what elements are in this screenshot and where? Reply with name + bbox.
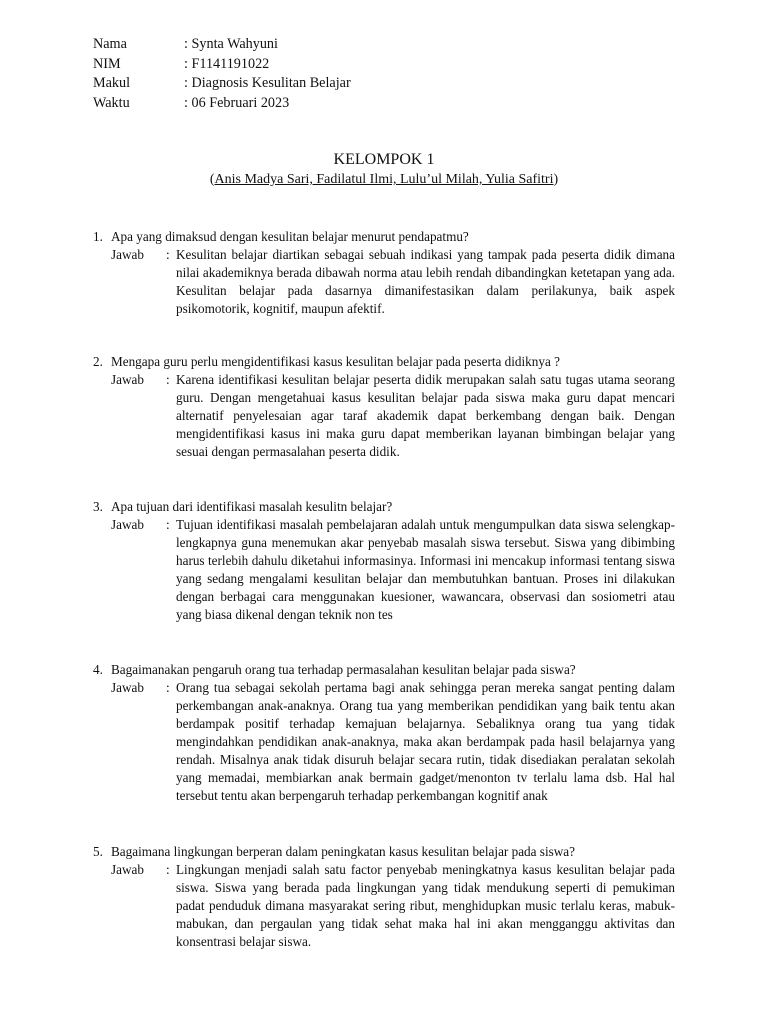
info-row-waktu [93, 94, 351, 114]
info-value: : F1141191022 [184, 55, 270, 72]
info-row-nim [93, 55, 351, 75]
answer [93, 516, 675, 624]
info-row-nama [93, 35, 351, 55]
answer-label: Jawab [111, 680, 144, 695]
info-value: : Diagnosis Kesulitan Belajar [184, 75, 351, 91]
answer-label: Jawab [111, 517, 144, 532]
info-label: Waktu [93, 94, 130, 111]
question-number: 5. [93, 844, 103, 859]
answer [93, 246, 675, 318]
answer-text: Lingkungan menjadi salah satu factor penyebab meningkatnya kasus kesulitan belajar pada siswa. Siswa yang berada pada lingkungan yang tidak mendukung seperti di pemukiman padat penduduk dimana masyarakat sering ribut, menghidupkan music terlalu keras, mabuk-mabukan, dan pergaulan yang tidak sehat maka hal ini akan mengganggu aktivitas dan konsentrasi belajar siswa. [176, 862, 675, 949]
question [93, 843, 675, 861]
info-row-makul [93, 74, 351, 94]
student-info-header [93, 35, 351, 113]
answer-colon: : [166, 517, 170, 532]
question [93, 498, 675, 516]
answer [93, 679, 675, 805]
qa-item-3 [93, 498, 675, 624]
question-number: 2. [93, 354, 103, 369]
question [93, 228, 675, 246]
question-text: Bagaimanakan pengaruh orang tua terhadap permasalahan kesulitan belajar pada siswa? [111, 662, 576, 677]
info-label: Makul [93, 75, 131, 91]
question-text: Apa yang dimaksud dengan kesulitan belajar menurut pendapatmu? [111, 229, 469, 244]
qa-item-1 [93, 228, 675, 318]
question-number: 1. [93, 229, 103, 244]
answer [93, 371, 675, 461]
info-value: : Synta Wahyuni [184, 36, 278, 52]
qa-item-4 [93, 661, 675, 805]
answer-label: Jawab [111, 372, 144, 387]
question-number: 4. [93, 662, 103, 677]
answer-text: Karena identifikasi kesulitan belajar peserta didik merupakan salah satu tugas utama seorang guru. Dengan mengetahuai kasus kesulitan belajar pada siswa maka guru dapat mencari alternatif penyelesaian agar taraf akademik dapat berkembang dengan baik. Dengan mengidentifikasi kasus ini maka guru dapat memberikan layanan bimbingan belajar yang sesuai dengan permasalahan peserta didik. [176, 372, 675, 459]
question [93, 661, 675, 679]
info-label: Nama [93, 36, 127, 52]
members-open-paren: ( [209, 172, 215, 187]
answer-colon: : [166, 372, 170, 387]
members-names: Anis Madya Sari, Fadilatul Ilmi, Lulu’ul Milah, Yulia Safitri [214, 172, 554, 187]
info-value: : 06 Februari 2023 [184, 94, 290, 111]
question-text: Mengapa guru perlu mengidentifikasi kasus kesulitan belajar pada peserta didiknya ? [111, 354, 560, 369]
question-number: 3. [93, 499, 103, 514]
question-text: Apa tujuan dari identifikasi masalah kesulitn belajar? [111, 499, 393, 514]
answer-colon: : [166, 862, 170, 877]
page-title: KELOMPOK 1 [333, 151, 435, 168]
answer-text: Tujuan identifikasi masalah pembelajaran adalah untuk mengumpulkan data siswa selengkap-lengkapnya guna menemukan akar penyebab masalah siswa tersebut. Siswa yang dibimbing harus terlebih dahulu diketahui informasinya. Informasi ini mencakup informasi tentang siswa yang sedang mengalami kesulitan belajar dan membutuhkan bantuan. Proses ini dilakukan dengan berbagai cara menggunakan kuesioner, wawancara, observasi dan sosiometri atau yang biasa dikenal dengan teknik non tes [176, 517, 675, 622]
answer-colon: : [166, 247, 170, 262]
answer [93, 861, 675, 951]
question-text: Bagaimana lingkungan berperan dalam peningkatan kasus kesulitan belajar pada siswa? [111, 844, 575, 859]
answer-label: Jawab [111, 862, 144, 877]
group-members [0, 171, 768, 189]
info-label: NIM [93, 55, 121, 72]
members-close-paren: ) [553, 172, 559, 187]
answer-text: Kesulitan belajar diartikan sebagai sebuah indikasi yang tampak pada peserta didik dimana nilai akademiknya berada dibawah norma atau lebih rendah dibandingkan ketetapan yang ada. Kesulitan belajar pada dasarnya dimanifestasikan dalam perilakunya, baik aspek psikomotorik, kognitif, maupun afektif. [176, 247, 675, 316]
answer-label: Jawab [111, 247, 144, 262]
question [93, 353, 675, 371]
answer-colon: : [166, 680, 170, 695]
qa-item-5 [93, 843, 675, 951]
answer-text: Orang tua sebagai sekolah pertama bagi anak sehingga peran mereka sangat penting dalam perkembangan anak-anaknya. Orang tua yang memberikan pendidikan yang baik tentu akan berdampak positif terhadap kemajuan belajarnya. Sebaliknya orang tua yang tidak mengindahkan pendidikan anak-anaknya, maka akan berdampak pada hasil belajarnya yang rendah. Misalnya anak tidak disuruh belajar secara rutin, tidak disediakan peralatan sekolah yang memadai, membiarkan anak bermain gadget/menonton tv terlalu lama dsb. Hal hal tersebut tentu akan berpengaruh terhadap perkembangan kognitif anak [176, 680, 675, 803]
qa-item-2 [93, 353, 675, 461]
